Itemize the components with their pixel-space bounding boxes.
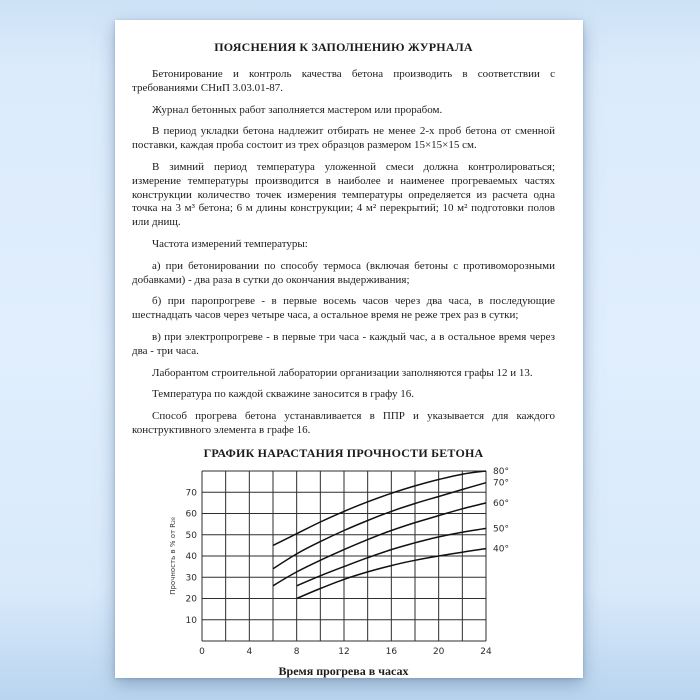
paragraph: Способ прогрева бетона устанавливается в ППР и указывается для каждого конструктивного элемента в графе 16. bbox=[132, 410, 555, 436]
x-tick-label: 0 bbox=[198, 646, 205, 657]
y-tick-label: 70 bbox=[185, 487, 197, 498]
x-tick-label: 8 bbox=[293, 646, 300, 657]
paragraph: Журнал бетонных работ заполняется мастером или прорабом. bbox=[152, 103, 443, 116]
x-tick-label: 16 bbox=[385, 646, 397, 657]
y-tick-label: 50 bbox=[185, 530, 197, 541]
paragraph: В период укладки бетона надлежит отбирать не менее 2-х проб бетона от сменной поставки, каждая проба состоит из трех образцов размером 15×15×15 см. bbox=[132, 125, 555, 152]
x-tick-label: 20 bbox=[432, 646, 444, 657]
y-tick-label: 20 bbox=[185, 594, 197, 605]
paragraph: а) при бетонировании по способу термоса (включая бетоны с противоморозными добавками) - два раза в сутки до окончания выдерживания; bbox=[132, 259, 555, 286]
paragraph: Температура по каждой скважине заносится в графу 16. bbox=[152, 388, 414, 401]
curve-temperature-label: 50° bbox=[492, 524, 509, 535]
document-page bbox=[115, 20, 583, 678]
paragraph: В зимний период температура уложенной смеси должна контролироваться; измерение температуры производится в наиболее и наименее прогреваемых частях конструкции количество точек измерения температуры определяется из расчета одна точка на 3 м³ бетона; 6 м длины конструкции; 4 м² перекрытий; 10 м² подготовки полов или днищ. bbox=[132, 160, 555, 229]
curve-temperature-label: 80° bbox=[492, 466, 509, 477]
x-tick-label: 24 bbox=[479, 646, 492, 657]
paragraph: в) при электропрогреве - в первые три часа - каждый час, а в остальное время через два - три часа. bbox=[132, 330, 555, 357]
curve-temperature-label: 40° bbox=[492, 544, 509, 555]
chart-block bbox=[132, 446, 555, 678]
y-tick-label: 60 bbox=[185, 509, 197, 520]
paragraph: Бетонирование и контроль качества бетона производить в соответствии с требованиями СНиП 3.03.01-87. bbox=[132, 68, 555, 94]
paragraph: Лаборантом строительной лаборатории организации заполняются графы 12 и 13. bbox=[152, 366, 533, 379]
y-tick-label: 40 bbox=[185, 551, 197, 562]
paragraph: б) при паропрогреве - в первые восемь часов через два часа, в последующие шестнадцать часов через четыре часа, а остальное время не реже трех раз в сутки; bbox=[132, 295, 555, 322]
x-tick-label: 12 bbox=[337, 646, 350, 657]
y-tick-label: 10 bbox=[185, 615, 197, 626]
paragraph: Частота измерений температуры: bbox=[152, 237, 308, 250]
document-title: ПОЯСНЕНИЯ К ЗАПОЛНЕНИЮ ЖУРНАЛА bbox=[214, 40, 473, 54]
y-tick-label: 30 bbox=[185, 572, 197, 583]
chart-title: ГРАФИК НАРАСТАНИЯ ПРОЧНОСТИ БЕТОНА bbox=[203, 445, 484, 460]
x-tick-label: 4 bbox=[245, 646, 252, 657]
document-paragraphs bbox=[132, 68, 555, 438]
chart-x-axis-label: Время прогрева в часах bbox=[278, 663, 409, 678]
y-axis-label: Прочность в % от R₂₈ bbox=[168, 516, 177, 595]
curve-temperature-label: 70° bbox=[492, 478, 509, 489]
curve-temperature-label: 60° bbox=[492, 498, 509, 509]
strength-chart bbox=[168, 465, 520, 663]
